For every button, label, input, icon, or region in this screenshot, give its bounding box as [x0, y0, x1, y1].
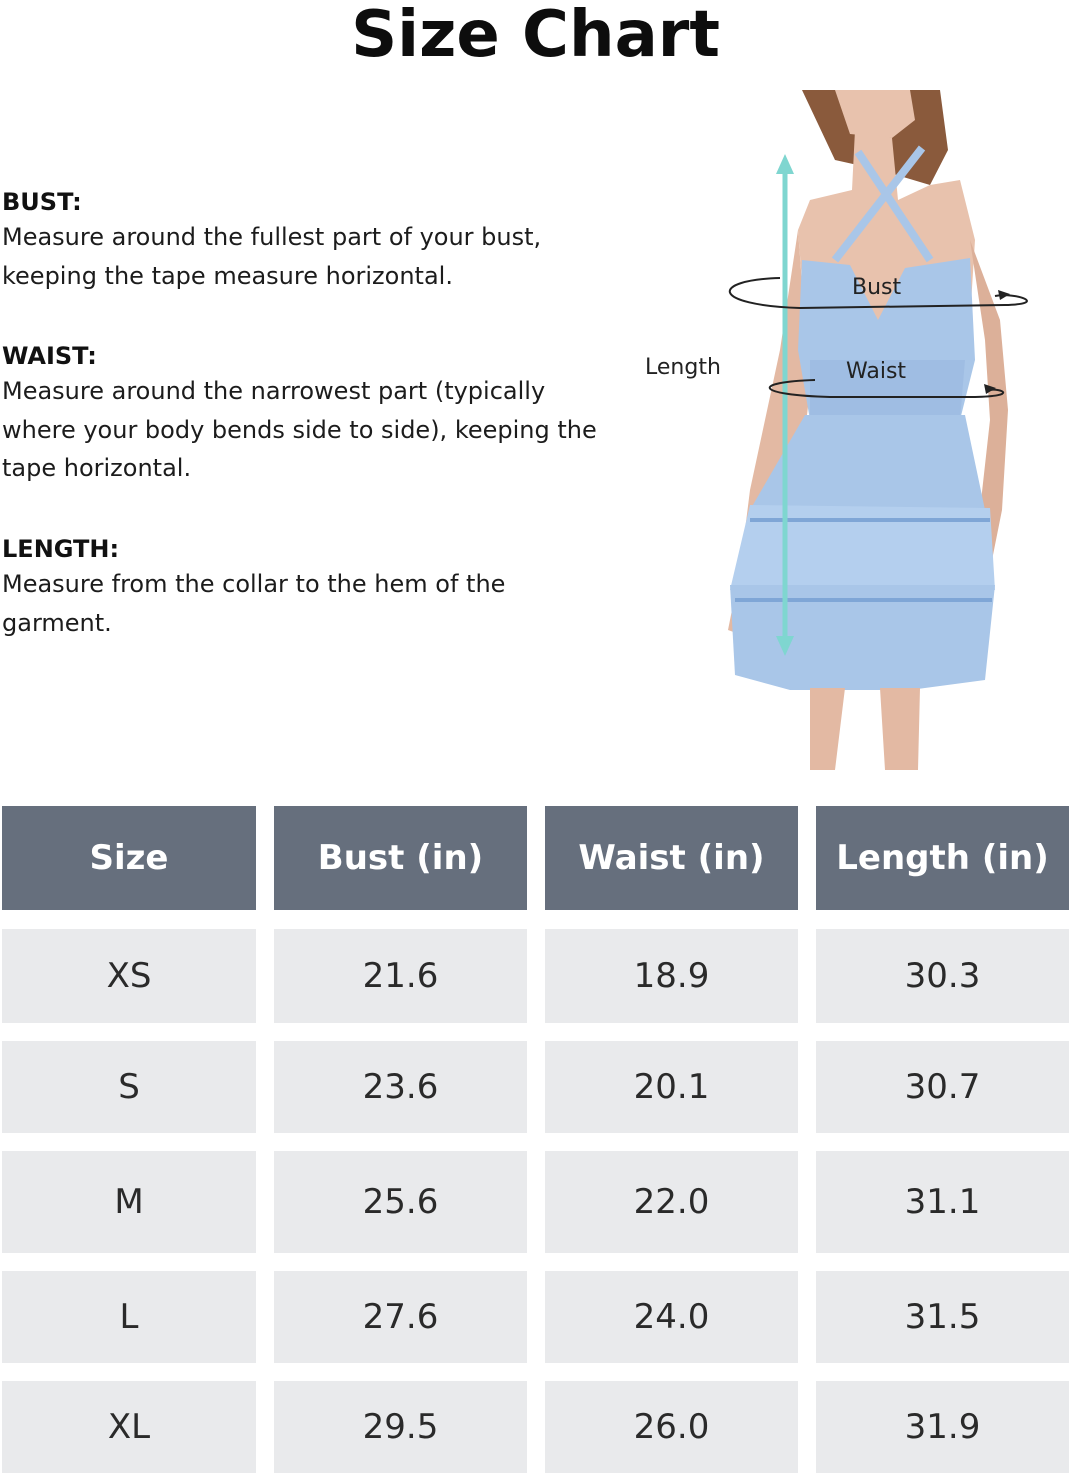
waist-heading: WAIST:: [2, 342, 97, 370]
table-cell: M: [2, 1151, 256, 1253]
table-cell: 22.0: [545, 1151, 798, 1253]
table-cell: XS: [2, 929, 256, 1023]
table-cell: 20.1: [545, 1041, 798, 1133]
table-cell: 31.9: [816, 1381, 1069, 1473]
bust-arrowhead: [998, 290, 1010, 300]
table-cell: S: [2, 1041, 256, 1133]
waist-line-1: Measure around the narrowest part (typically: [2, 377, 546, 405]
table-cell: 18.9: [545, 929, 798, 1023]
header-size: Size: [2, 806, 256, 910]
page-title: Size Chart: [351, 0, 720, 72]
table-cell: 29.5: [274, 1381, 527, 1473]
table-cell: XL: [2, 1381, 256, 1473]
length-line-2: garment.: [2, 608, 112, 637]
length-arrow-top: [776, 154, 794, 174]
table-cell: 25.6: [274, 1151, 527, 1253]
model-figure: [630, 90, 1071, 770]
bust-line-1: Measure around the fullest part of your bust,: [2, 223, 542, 251]
length-instructions: [2, 533, 612, 642]
table-cell: 31.5: [816, 1271, 1069, 1363]
table-cell: 26.0: [545, 1381, 798, 1473]
header-length: Length (in): [816, 806, 1069, 910]
bust-label: Bust: [852, 275, 902, 300]
length-heading: LENGTH:: [2, 535, 120, 563]
table-cell: L: [2, 1271, 256, 1363]
table-cell: 27.6: [274, 1271, 527, 1363]
waist-instructions: [2, 340, 612, 488]
table-cell: 24.0: [545, 1271, 798, 1363]
bust-instructions: [2, 186, 612, 295]
header-waist: Waist (in): [545, 806, 798, 910]
legs: [810, 688, 920, 770]
waist-line-3: tape horizontal.: [2, 454, 192, 482]
table-cell: 31.1: [816, 1151, 1069, 1253]
dress-illustration: [630, 90, 1071, 770]
bust-heading: BUST:: [2, 188, 82, 216]
waist-line-2: where your body bends side to side), keeping the: [2, 415, 597, 444]
length-label: Length: [645, 355, 721, 380]
waist-label: Waist: [846, 359, 907, 384]
table-cell: 21.6: [274, 929, 527, 1023]
length-line-1: Measure from the collar to the hem of the: [2, 570, 506, 598]
bust-line-2: keeping the tape measure horizontal.: [2, 261, 453, 290]
header-bust: Bust (in): [274, 806, 527, 910]
table-cell: 30.7: [816, 1041, 1069, 1133]
table-cell: 30.3: [816, 929, 1069, 1023]
table-cell: 23.6: [274, 1041, 527, 1133]
